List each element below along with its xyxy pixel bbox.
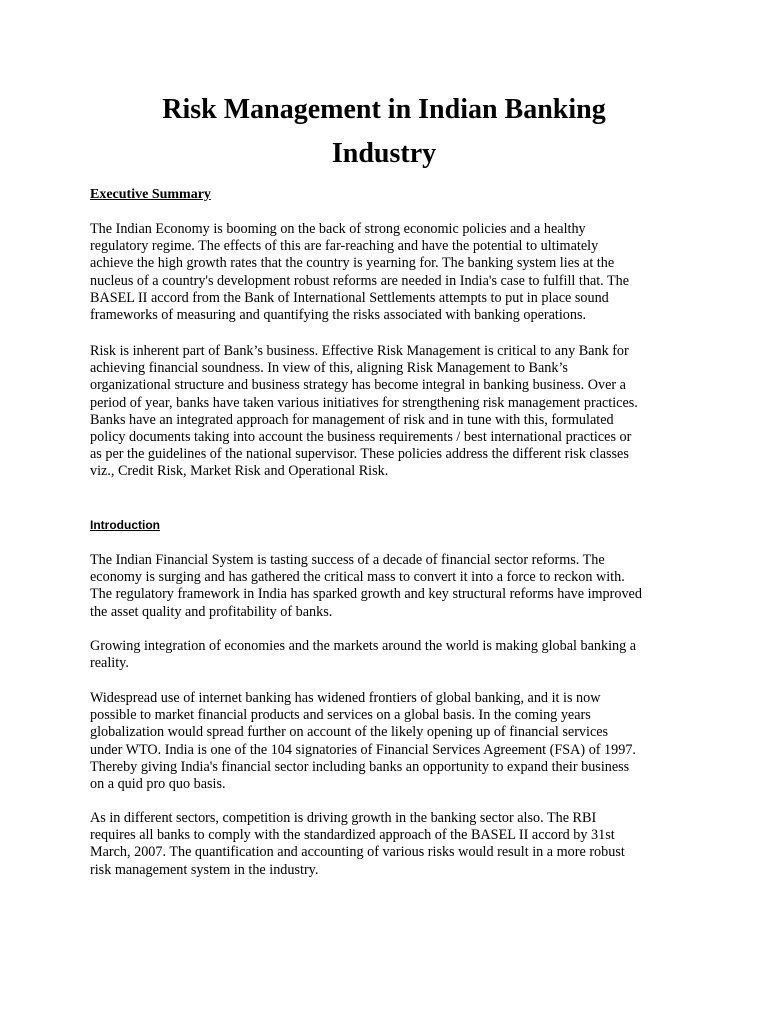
paragraph [90, 690, 680, 793]
text-line: the asset quality and profitability of banks. [90, 603, 333, 620]
text-line: frameworks of measuring and quantifying the risks associated with banking operations. [90, 307, 587, 324]
text-line: under WTO. India is one of the 104 signatories of Financial Services Agreement (FSA) of 1997. [90, 741, 636, 758]
paragraph [90, 810, 680, 879]
text-line: The Indian Economy is booming on the back of strong economic policies and a healthy [90, 221, 586, 237]
text-line: viz., Credit Risk, Market Risk and Operational Risk. [90, 463, 389, 480]
paragraph [90, 221, 680, 324]
text-line: nucleus of a country's development robust reforms are needed in India's case to fulfill that. The [90, 272, 630, 289]
text-line: organizational structure and business strategy has become integral in banking business. Over a [90, 377, 626, 394]
text-line: regulatory regime. The effects of this are far-reaching and have the potential to ultimately [90, 238, 599, 255]
text-line: Growing integration of economies and the markets around the world is making global banking a [90, 638, 637, 654]
text-line: requires all banks to comply with the standardized approach of the BASEL II accord by 31st [90, 827, 615, 844]
text-line: March, 2007. The quantification and accounting of various risks would result in a more robust [90, 844, 625, 861]
text-line: The regulatory framework in India has sparked growth and key structural reforms have improved [90, 586, 642, 603]
text-line: risk management system in the industry. [90, 861, 319, 878]
text-line: period of year, banks have taken various initiatives for strengthening risk management practices. [90, 394, 638, 411]
text-line: The Indian Financial System is tasting success of a decade of financial sector reforms. The [90, 552, 605, 568]
paragraph [90, 343, 680, 481]
text-line: on a quid pro quo basis. [90, 776, 226, 793]
document-title [90, 88, 678, 176]
section-heading-executive-summary: Executive Summary [90, 187, 211, 202]
text-line: achieving financial soundness. In view of this, aligning Risk Management to Bank’s [90, 360, 568, 377]
section-heading-introduction: Introduction [90, 518, 160, 532]
text-line: reality. [90, 655, 129, 672]
text-line: Risk is inherent part of Bank’s business. Effective Risk Management is critical to any Bank for [90, 343, 629, 359]
text-line: Widespread use of internet banking has widened frontiers of global banking, and it is now [90, 690, 601, 706]
text-line: achieve the high growth rates that the country is yearning for. The banking system lies at the [90, 255, 615, 272]
paragraph [90, 638, 680, 672]
text-line: Thereby giving India's financial sector including banks an opportunity to expand their business [90, 758, 630, 775]
text-line: As in different sectors, competition is driving growth in the banking sector also. The RBI [90, 810, 597, 826]
text-line: policy documents taking into account the business requirements / best international practices or [90, 429, 632, 446]
title-line: Risk Management in Indian Banking [162, 94, 606, 125]
text-line: Banks have an integrated approach for management of risk and in tune with this, formulated [90, 411, 614, 428]
text-line: possible to market financial products and services on a global basis. In the coming years [90, 707, 591, 724]
paragraph [90, 552, 680, 621]
text-line: as per the guidelines of the national supervisor. These policies address the different risk classes [90, 446, 629, 463]
text-line: economy is surging and has gathered the critical mass to convert it into a force to reckon with. [90, 569, 625, 586]
text-line: globalization would spread further on account of the likely opening up of financial services [90, 724, 609, 741]
title-line: Industry [331, 138, 437, 169]
text-line: BASEL II accord from the Bank of International Settlements attempts to put in place sound [90, 289, 609, 306]
